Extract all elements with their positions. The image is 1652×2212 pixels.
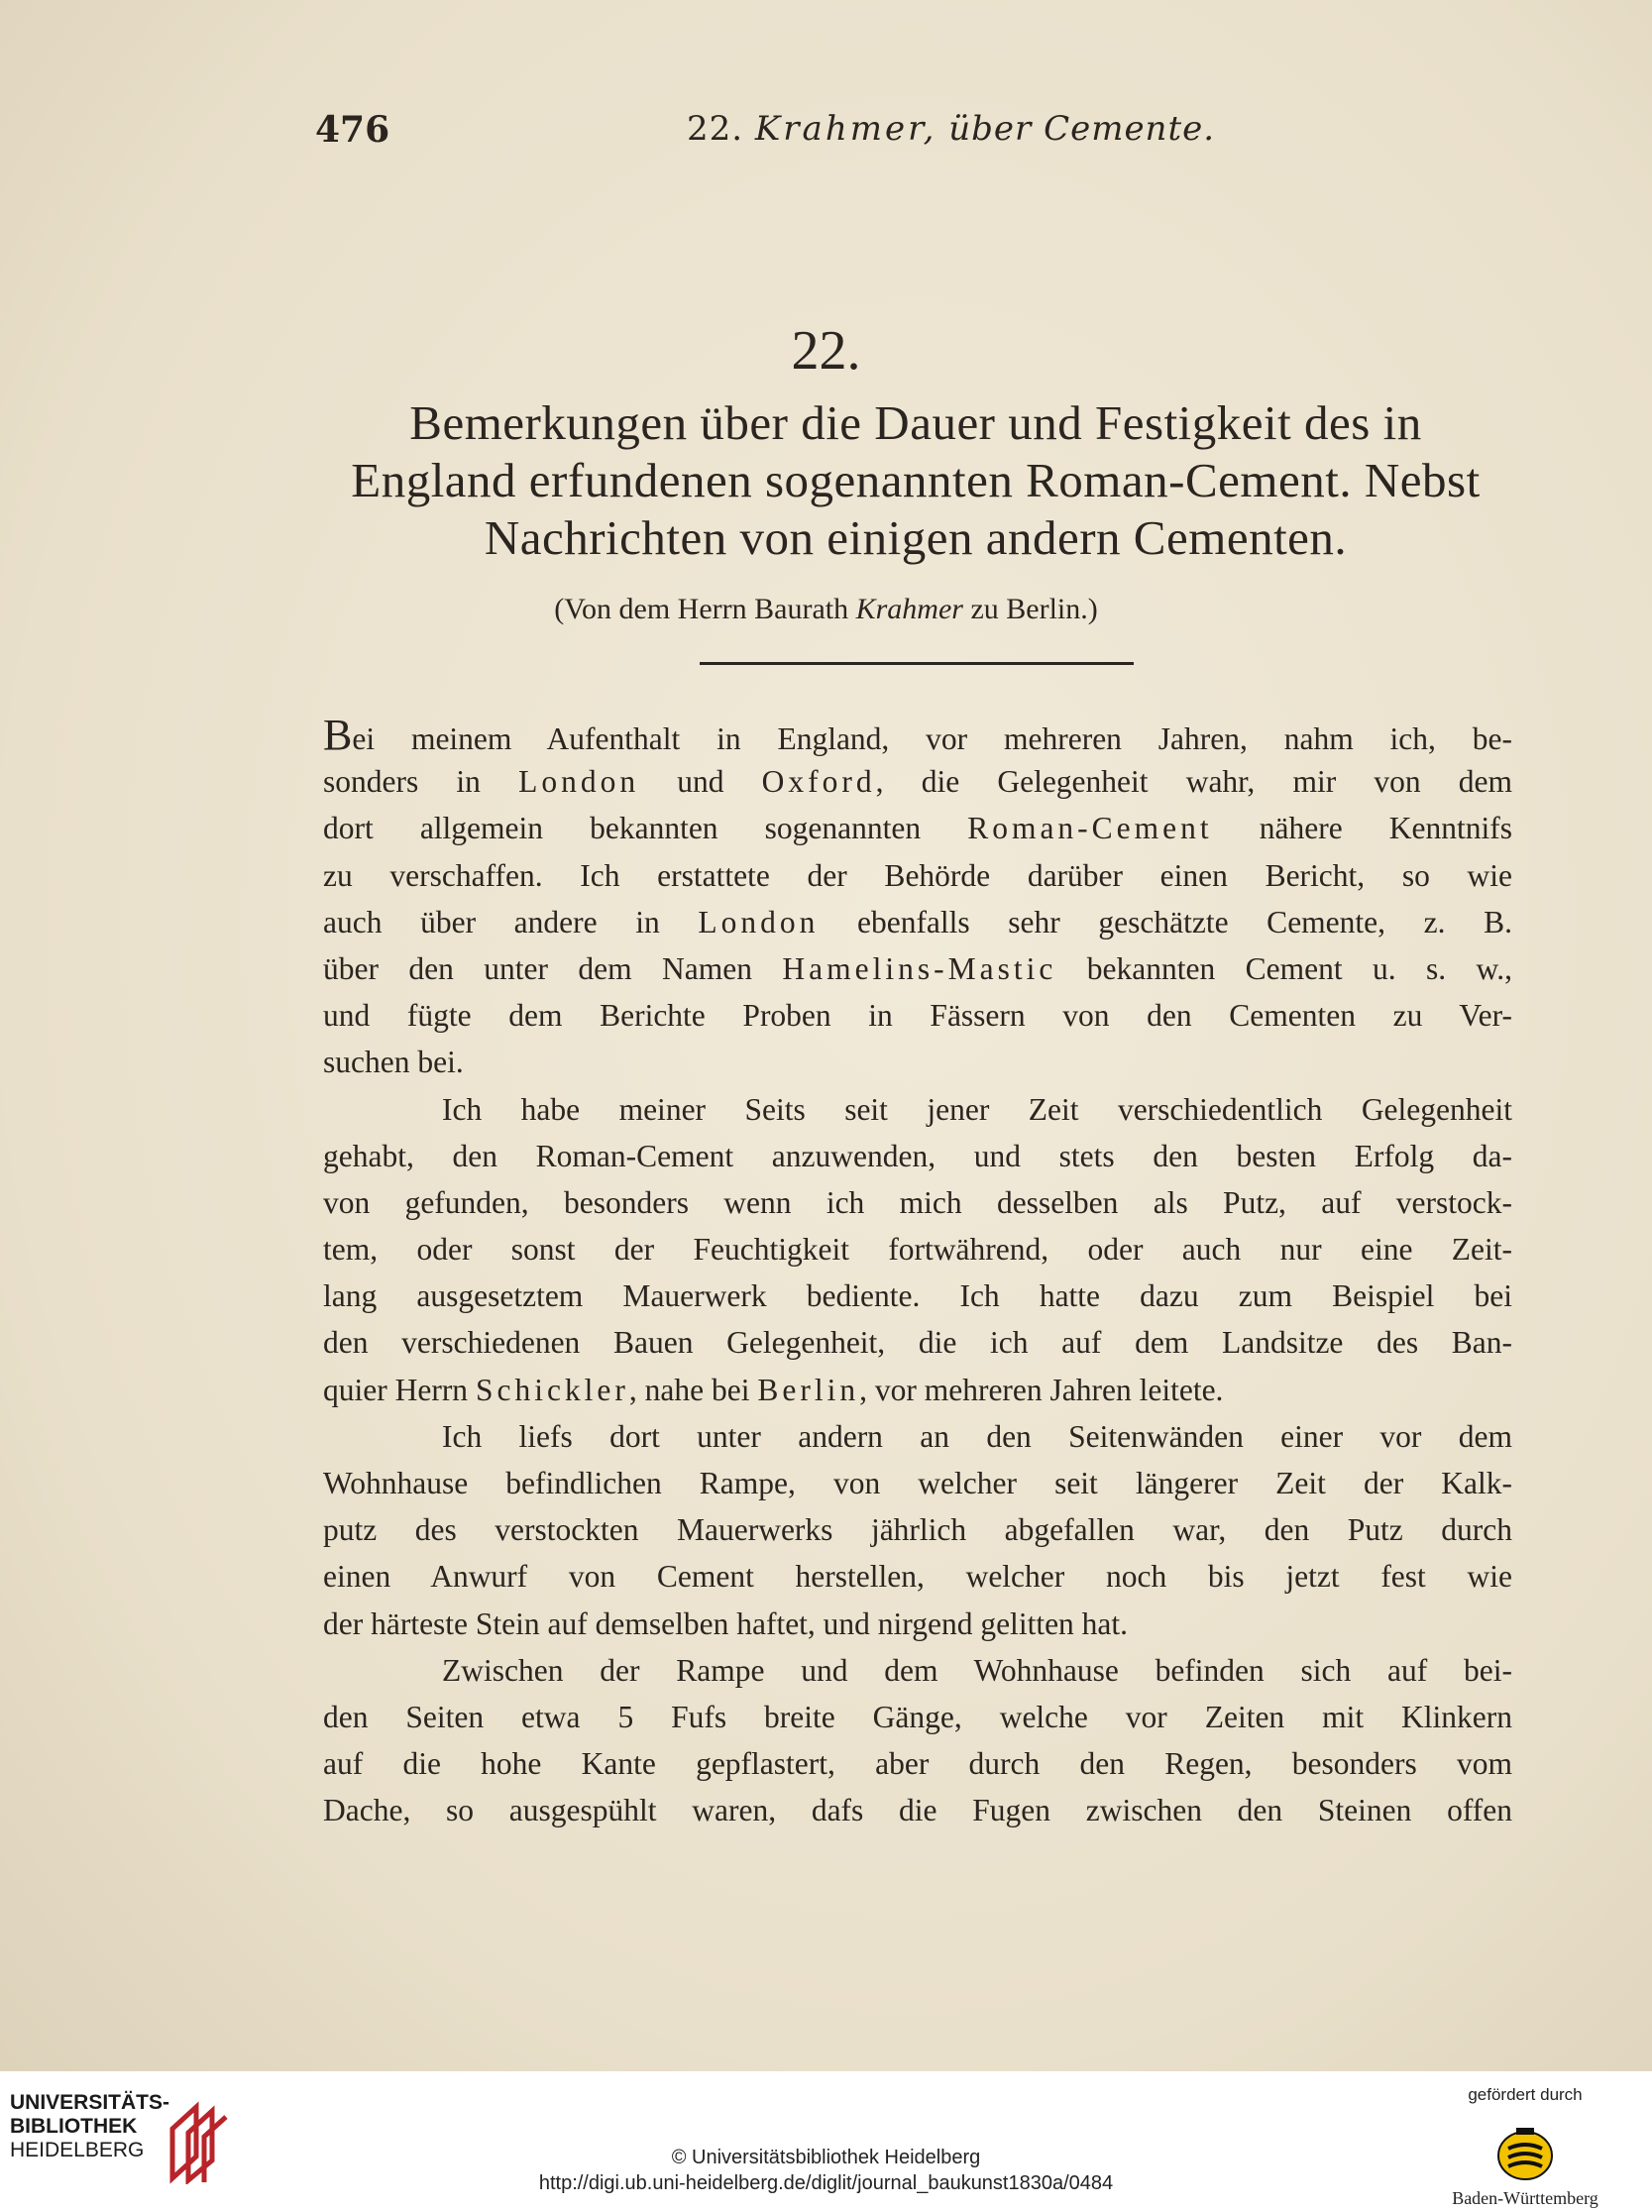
text-line: zu verschaffen. Ich erstattete der Behörde darüber einen Bericht, so wie: [323, 857, 1512, 893]
text-span: ebenfalls sehr geschätzte Cemente, z. B.: [819, 904, 1512, 940]
text-line: Ich habe meiner Seits seit jener Zeit verschiedentlich Gelegenheit: [442, 1091, 1512, 1127]
library-name-line: UNIVERSITÄTS-: [10, 2091, 170, 2114]
text-line: [323, 899, 1512, 945]
text-line: Ich liefs dort unter andern an den Seitenwänden einer vor dem: [442, 1418, 1512, 1454]
page-number: 476: [315, 109, 390, 151]
text-line: einen Anwurf von Cement herstellen, welcher noch bis jetzt fest wie: [323, 1559, 1512, 1595]
byline-suffix: zu Berlin.): [970, 593, 1098, 625]
text-line: gehabt, den Roman-Cement anzuwenden, und stets den besten Erfolg da-: [323, 1138, 1512, 1173]
text-line: [323, 712, 1512, 758]
text-span: bekannten Cement u. s. w.,: [1056, 950, 1512, 986]
permalink[interactable]: http://digi.ub.uni-heidelberg.de/diglit/journal_baukunst1830a/0484: [538, 2172, 1114, 2194]
spaced-name: Schickler: [475, 1372, 629, 1407]
text-line: und fügte dem Berichte Proben in Fässern von den Cementen zu Ver-: [323, 998, 1512, 1034]
spaced-name: London: [518, 764, 640, 800]
text-line: [323, 805, 1512, 851]
text-line: [323, 758, 1512, 805]
running-head-title: [687, 109, 1215, 149]
text-span: quier Herrn: [323, 1372, 476, 1407]
initial-letter: B: [323, 711, 353, 759]
spaced-name: Berlin: [757, 1372, 860, 1407]
byline-prefix: (Von dem Herrn Baurath: [554, 593, 849, 625]
spaced-name: Roman-Cement: [967, 811, 1213, 846]
footer-bar: [0, 2071, 1652, 2212]
text-span: auch über andere in: [323, 904, 699, 940]
text-line: putz des verstockten Mauerwerks jährlich abgefallen war, den Putz durch: [323, 1512, 1512, 1548]
copyright-text: © Universitätsbibliothek Heidelberg: [671, 2147, 981, 2168]
title-line: England erfundenen sogenannten Roman-Cement. Nebst: [351, 453, 1481, 507]
text-line: Zwischen der Rampe und dem Wohnhause befinden sich auf bei-: [442, 1652, 1512, 1688]
title-rule: [700, 662, 1134, 665]
text-span: , nahe bei: [628, 1372, 758, 1407]
text-line: der härteste Stein auf demselben haftet, und nirgend gelitten hat.: [323, 1605, 1129, 1641]
byline-author: Krahmer: [855, 593, 963, 625]
text-span: nähere Kenntnifs: [1212, 811, 1512, 846]
running-head-article-no: 22.: [687, 109, 744, 149]
text-line: von gefunden, besonders wenn ich mich desselben als Putz, auf verstock-: [323, 1184, 1512, 1220]
text-line: auf die hohe Kante gepflastert, aber durch den Regen, besonders vom: [323, 1746, 1512, 1782]
spaced-name: London: [698, 904, 820, 940]
text-span: , vor mehreren Jahren leitete.: [859, 1372, 1224, 1407]
spaced-name: Oxford: [761, 764, 876, 800]
sponsor-block[interactable]: [1426, 2085, 1624, 2209]
sponsor-name: Baden-Württemberg: [1452, 2188, 1598, 2208]
text-line: [323, 1367, 1512, 1413]
library-name-line: BIBLIOTHEK: [10, 2115, 138, 2138]
text-span: ei meinem Aufenthalt in England, vor mehreren Jahren, nahm ich, be-: [352, 721, 1512, 756]
article-body: [323, 712, 1512, 1834]
title-line: Nachrichten von einigen andern Cementen.: [484, 510, 1348, 565]
byline: [0, 593, 1652, 626]
text-span: über den unter dem Namen: [323, 950, 783, 986]
article-title: [315, 394, 1516, 567]
copyright-notice: [0, 2145, 1652, 2196]
state-emblem-icon: [1496, 2125, 1554, 2182]
text-span: dort allgemein bekannten sogenannten: [323, 811, 968, 846]
text-line: suchen bei.: [323, 1045, 464, 1080]
text-span: sonders in: [323, 764, 519, 800]
running-head-author: Krahmer,: [754, 109, 937, 149]
running-head-subject: über Cemente.: [948, 109, 1216, 149]
title-line: Bemerkungen über die Dauer und Festigkeit des in: [409, 395, 1422, 450]
text-line: Dache, so ausgespühlt waren, dafs die Fugen zwischen den Steinen offen: [323, 1793, 1512, 1828]
text-line: den Seiten etwa 5 Fufs breite Gänge, welche vor Zeiten mit Klinkern: [323, 1699, 1512, 1734]
text-line: Wohnhause befindlichen Rampe, von welcher seit längerer Zeit der Kalk-: [323, 1466, 1512, 1500]
text-span: und: [639, 764, 762, 800]
running-head: [315, 109, 1534, 159]
library-name-line: HEIDELBERG: [10, 2139, 145, 2161]
sponsor-label: gefördert durch: [1468, 2085, 1583, 2104]
text-line: [323, 945, 1512, 992]
text-span: , die Gelegenheit wahr, mir von dem: [875, 764, 1512, 800]
spaced-name: Hamelins-Mastic: [782, 950, 1057, 986]
text-line: tem, oder sonst der Feuchtigkeit fortwährend, oder auch nur eine Zeit-: [323, 1232, 1512, 1268]
text-line: lang ausgesetztem Mauerwerk bediente. Ich hatte dazu zum Beispiel bei: [323, 1278, 1512, 1314]
article-number: 22.: [791, 320, 861, 382]
text-line: den verschiedenen Bauen Gelegenheit, die ich auf dem Landsitze des Ban-: [323, 1325, 1512, 1361]
